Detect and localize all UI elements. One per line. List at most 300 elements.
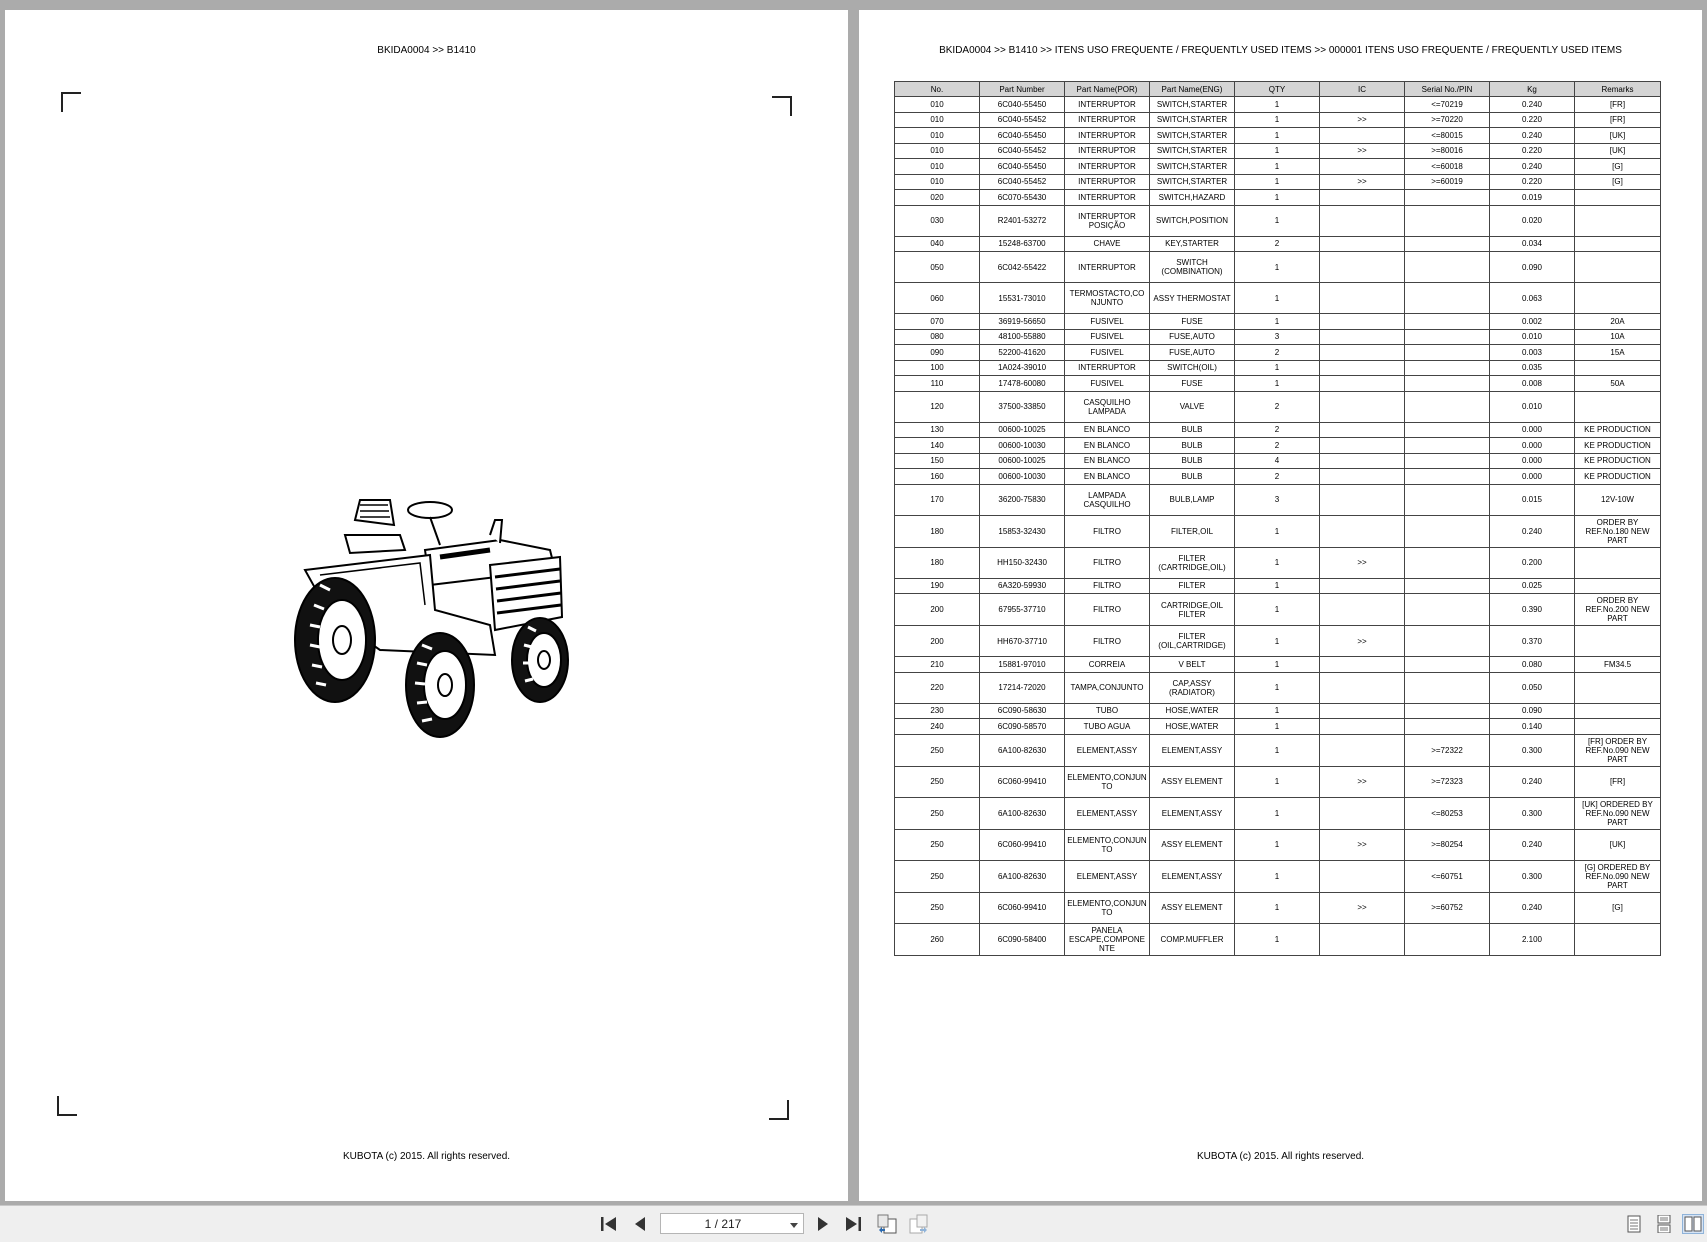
- cell-qty: 2: [1235, 422, 1320, 438]
- cell-serial: [1405, 391, 1490, 422]
- cell-part-name-por: INTERRUPTOR: [1065, 190, 1150, 206]
- continuous-view-icon: [1656, 1215, 1672, 1233]
- cell-part-name-por: CASQUILHO LAMPADA: [1065, 391, 1150, 422]
- cell-no: 210: [895, 657, 980, 673]
- crop-mark-bottom-right: [769, 1100, 789, 1120]
- cell-qty: 1: [1235, 797, 1320, 829]
- table-row: [895, 391, 1661, 422]
- cell-part-name-por: INTERRUPTOR: [1065, 252, 1150, 283]
- table-row: [895, 205, 1661, 236]
- cell-remarks: KE PRODUCTION: [1575, 469, 1661, 485]
- cell-serial: >=60752: [1405, 892, 1490, 923]
- cell-part-name-eng: FUSE: [1150, 314, 1235, 330]
- cell-remarks: [1575, 672, 1661, 703]
- cell-qty: 1: [1235, 626, 1320, 657]
- cell-kg: 0.010: [1490, 329, 1575, 345]
- column-header: Part Name(POR): [1065, 82, 1150, 97]
- cell-ic: [1320, 205, 1405, 236]
- table-row: [895, 594, 1661, 626]
- parts-table: [894, 81, 1661, 956]
- cell-ic: >>: [1320, 174, 1405, 190]
- cell-serial: [1405, 626, 1490, 657]
- first-page-button[interactable]: [598, 1214, 620, 1234]
- cell-part-number: 67955-37710: [980, 594, 1065, 626]
- cell-ic: [1320, 657, 1405, 673]
- cell-no: 200: [895, 626, 980, 657]
- cell-part-name-por: EN BLANCO: [1065, 469, 1150, 485]
- table-row: [895, 422, 1661, 438]
- last-page-button[interactable]: [842, 1214, 864, 1234]
- cell-part-name-eng: HOSE,WATER: [1150, 719, 1235, 735]
- cell-part-name-por: LAMPADA CASQUILHO: [1065, 484, 1150, 515]
- cell-ic: [1320, 438, 1405, 454]
- cell-no: 030: [895, 205, 980, 236]
- cell-ic: [1320, 594, 1405, 626]
- cell-ic: [1320, 376, 1405, 392]
- cell-ic: [1320, 329, 1405, 345]
- cell-part-number: 6C090-58630: [980, 703, 1065, 719]
- table-row: [895, 329, 1661, 345]
- two-page-view-button[interactable]: [1682, 1214, 1704, 1234]
- cell-part-number: R2401-53272: [980, 205, 1065, 236]
- cell-kg: 0.240: [1490, 766, 1575, 797]
- cell-no: 010: [895, 174, 980, 190]
- cell-part-name-eng: ELEMENT,ASSY: [1150, 734, 1235, 766]
- cell-part-number: 17478-60080: [980, 376, 1065, 392]
- cell-qty: 1: [1235, 703, 1320, 719]
- pdf-page-right: [859, 10, 1702, 1201]
- table-row: [895, 766, 1661, 797]
- cell-qty: 1: [1235, 143, 1320, 159]
- rotate-counterclockwise-button[interactable]: [875, 1214, 899, 1234]
- cell-no: 010: [895, 159, 980, 175]
- cell-ic: [1320, 484, 1405, 515]
- cell-ic: [1320, 97, 1405, 113]
- cell-remarks: [UK]: [1575, 143, 1661, 159]
- cell-remarks: [1575, 547, 1661, 578]
- first-page-icon: [600, 1216, 618, 1232]
- cell-no: 250: [895, 860, 980, 892]
- cell-kg: 0.063: [1490, 283, 1575, 314]
- cell-kg: 0.015: [1490, 484, 1575, 515]
- cell-kg: 0.000: [1490, 422, 1575, 438]
- cell-ic: [1320, 236, 1405, 252]
- cell-no: 110: [895, 376, 980, 392]
- cell-kg: 0.220: [1490, 112, 1575, 128]
- cell-serial: [1405, 453, 1490, 469]
- cell-part-name-eng: FILTER: [1150, 578, 1235, 594]
- table-header-row: [895, 82, 1661, 97]
- cell-remarks: [1575, 252, 1661, 283]
- cell-part-number: 15853-32430: [980, 515, 1065, 547]
- cell-part-name-por: INTERRUPTOR POSIÇÃO: [1065, 205, 1150, 236]
- cell-no: 010: [895, 112, 980, 128]
- cell-part-number: 17214-72020: [980, 672, 1065, 703]
- cell-ic: >>: [1320, 626, 1405, 657]
- table-row: [895, 283, 1661, 314]
- cell-part-number: 37500-33850: [980, 391, 1065, 422]
- cell-qty: 1: [1235, 190, 1320, 206]
- cell-serial: <=80253: [1405, 797, 1490, 829]
- cell-serial: <=70219: [1405, 97, 1490, 113]
- table-row: [895, 128, 1661, 144]
- cell-qty: 2: [1235, 236, 1320, 252]
- cell-kg: 0.020: [1490, 205, 1575, 236]
- cell-no: 010: [895, 143, 980, 159]
- cell-part-number: 6C060-99410: [980, 829, 1065, 860]
- cell-part-name-eng: FILTER (OIL,CARTRIDGE): [1150, 626, 1235, 657]
- cell-serial: [1405, 236, 1490, 252]
- cell-remarks: [1575, 703, 1661, 719]
- cell-no: 120: [895, 391, 980, 422]
- table-row: [895, 453, 1661, 469]
- cell-part-name-eng: KEY,STARTER: [1150, 236, 1235, 252]
- next-page-button[interactable]: [813, 1214, 833, 1234]
- cell-kg: 0.390: [1490, 594, 1575, 626]
- cell-part-name-eng: SWITCH,HAZARD: [1150, 190, 1235, 206]
- cell-ic: [1320, 190, 1405, 206]
- cell-serial: >=60019: [1405, 174, 1490, 190]
- cell-part-number: 15881-97010: [980, 657, 1065, 673]
- cell-no: 010: [895, 128, 980, 144]
- crop-mark-top-right: [772, 96, 792, 116]
- cell-part-name-por: EN BLANCO: [1065, 438, 1150, 454]
- cell-part-name-eng: BULB: [1150, 469, 1235, 485]
- cell-part-number: 36200-75830: [980, 484, 1065, 515]
- cell-qty: 1: [1235, 252, 1320, 283]
- cell-serial: <=60751: [1405, 860, 1490, 892]
- cell-kg: 0.090: [1490, 703, 1575, 719]
- table-row: [895, 923, 1661, 955]
- cell-ic: >>: [1320, 547, 1405, 578]
- table-row: [895, 892, 1661, 923]
- cell-part-number: 6A100-82630: [980, 734, 1065, 766]
- cell-part-name-por: TAMPA,CONJUNTO: [1065, 672, 1150, 703]
- cell-part-name-eng: BULB,LAMP: [1150, 484, 1235, 515]
- cell-serial: [1405, 547, 1490, 578]
- cell-kg: 0.034: [1490, 236, 1575, 252]
- table-row: [895, 547, 1661, 578]
- cell-part-name-por: ELEMENT,ASSY: [1065, 797, 1150, 829]
- cell-no: 170: [895, 484, 980, 515]
- cell-part-name-por: FUSIVEL: [1065, 376, 1150, 392]
- cell-remarks: [UK]: [1575, 829, 1661, 860]
- cell-part-name-eng: ASSY ELEMENT: [1150, 766, 1235, 797]
- cell-remarks: KE PRODUCTION: [1575, 438, 1661, 454]
- cell-remarks: FM34.5: [1575, 657, 1661, 673]
- cell-part-number: 6C042-55422: [980, 252, 1065, 283]
- cell-kg: 0.050: [1490, 672, 1575, 703]
- table-row: [895, 143, 1661, 159]
- cell-serial: [1405, 314, 1490, 330]
- tractor-illustration: [290, 495, 600, 750]
- cell-no: 010: [895, 97, 980, 113]
- page-indicator: 1 / 217: [704, 1217, 742, 1231]
- cell-remarks: [1575, 719, 1661, 735]
- cell-part-name-por: FILTRO: [1065, 515, 1150, 547]
- cell-part-number: 6A100-82630: [980, 860, 1065, 892]
- cell-kg: 0.300: [1490, 734, 1575, 766]
- cell-remarks: [1575, 283, 1661, 314]
- next-page-icon: [816, 1216, 830, 1232]
- cell-remarks: [G]: [1575, 159, 1661, 175]
- single-page-view-button[interactable]: [1624, 1214, 1644, 1234]
- column-header: IC: [1320, 82, 1405, 97]
- cell-serial: [1405, 469, 1490, 485]
- cell-serial: >=80016: [1405, 143, 1490, 159]
- cell-no: 180: [895, 515, 980, 547]
- page-number-select[interactable]: [660, 1213, 804, 1234]
- two-page-view-icon: [1684, 1216, 1702, 1232]
- cell-no: 200: [895, 594, 980, 626]
- cell-kg: 0.240: [1490, 159, 1575, 175]
- cell-kg: 0.002: [1490, 314, 1575, 330]
- cell-serial: [1405, 438, 1490, 454]
- cell-kg: 0.003: [1490, 345, 1575, 361]
- cell-part-number: 6C040-55450: [980, 97, 1065, 113]
- cell-qty: 2: [1235, 345, 1320, 361]
- cell-part-number: HH670-37710: [980, 626, 1065, 657]
- cell-kg: 0.000: [1490, 469, 1575, 485]
- cell-kg: 0.000: [1490, 453, 1575, 469]
- cell-serial: [1405, 190, 1490, 206]
- cell-part-name-eng: BULB: [1150, 422, 1235, 438]
- cell-part-name-por: FILTRO: [1065, 547, 1150, 578]
- cell-qty: 1: [1235, 314, 1320, 330]
- cell-part-name-por: EN BLANCO: [1065, 422, 1150, 438]
- cell-part-name-eng: V BELT: [1150, 657, 1235, 673]
- cell-kg: 2.100: [1490, 923, 1575, 955]
- cell-ic: [1320, 159, 1405, 175]
- cell-qty: 1: [1235, 547, 1320, 578]
- cell-remarks: ORDER BY REF.No.200 NEW PART: [1575, 594, 1661, 626]
- cell-part-name-eng: VALVE: [1150, 391, 1235, 422]
- cell-kg: 0.008: [1490, 376, 1575, 392]
- cell-part-name-eng: SWITCH,STARTER: [1150, 112, 1235, 128]
- cell-no: 090: [895, 345, 980, 361]
- cell-serial: [1405, 719, 1490, 735]
- cell-no: 220: [895, 672, 980, 703]
- cell-qty: 1: [1235, 766, 1320, 797]
- cell-part-number: 6C040-55452: [980, 174, 1065, 190]
- cell-serial: [1405, 252, 1490, 283]
- cell-qty: 2: [1235, 438, 1320, 454]
- rotate-counterclockwise-icon: [876, 1214, 898, 1234]
- cell-part-number: 6C070-55430: [980, 190, 1065, 206]
- cell-remarks: [G]: [1575, 174, 1661, 190]
- cell-qty: 1: [1235, 360, 1320, 376]
- cell-no: 060: [895, 283, 980, 314]
- cell-remarks: [1575, 360, 1661, 376]
- table-row: [895, 174, 1661, 190]
- cell-ic: [1320, 391, 1405, 422]
- cell-kg: 0.370: [1490, 626, 1575, 657]
- cell-part-name-eng: ELEMENT,ASSY: [1150, 797, 1235, 829]
- cell-part-number: 6C090-58400: [980, 923, 1065, 955]
- cell-serial: [1405, 422, 1490, 438]
- table-row: [895, 360, 1661, 376]
- cell-part-name-por: ELEMENT,ASSY: [1065, 734, 1150, 766]
- column-header: Kg: [1490, 82, 1575, 97]
- cell-no: 250: [895, 892, 980, 923]
- cell-serial: [1405, 329, 1490, 345]
- cell-part-name-por: FUSIVEL: [1065, 314, 1150, 330]
- column-header: Serial No./PIN: [1405, 82, 1490, 97]
- cell-part-name-eng: FUSE,AUTO: [1150, 345, 1235, 361]
- cell-part-name-eng: SWITCH (COMBINATION): [1150, 252, 1235, 283]
- cell-remarks: [1575, 236, 1661, 252]
- cell-qty: 1: [1235, 515, 1320, 547]
- cell-qty: 1: [1235, 97, 1320, 113]
- cell-qty: 1: [1235, 112, 1320, 128]
- table-row: [895, 376, 1661, 392]
- table-row: [895, 860, 1661, 892]
- cell-part-name-por: ELEMENTO,CONJUNTO: [1065, 829, 1150, 860]
- cell-part-name-eng: BULB: [1150, 453, 1235, 469]
- cell-part-name-eng: SWITCH,POSITION: [1150, 205, 1235, 236]
- cell-part-name-eng: FILTER,OIL: [1150, 515, 1235, 547]
- cell-part-name-por: CORREIA: [1065, 657, 1150, 673]
- cell-qty: 4: [1235, 453, 1320, 469]
- cell-part-name-por: EN BLANCO: [1065, 453, 1150, 469]
- cell-part-name-eng: FILTER (CARTRIDGE,OIL): [1150, 547, 1235, 578]
- cell-ic: >>: [1320, 829, 1405, 860]
- continuous-view-button[interactable]: [1654, 1214, 1674, 1234]
- cell-no: 180: [895, 547, 980, 578]
- previous-page-button[interactable]: [630, 1214, 650, 1234]
- cell-qty: 2: [1235, 469, 1320, 485]
- column-header: Part Name(ENG): [1150, 82, 1235, 97]
- cell-part-name-eng: CARTRIDGE,OIL FILTER: [1150, 594, 1235, 626]
- cell-serial: [1405, 376, 1490, 392]
- table-row: [895, 112, 1661, 128]
- cell-ic: [1320, 797, 1405, 829]
- cell-part-name-por: INTERRUPTOR: [1065, 143, 1150, 159]
- cell-part-name-eng: SWITCH,STARTER: [1150, 174, 1235, 190]
- cell-serial: [1405, 594, 1490, 626]
- cell-kg: 0.035: [1490, 360, 1575, 376]
- cell-serial: >=80254: [1405, 829, 1490, 860]
- cell-part-number: 1A024-39010: [980, 360, 1065, 376]
- cell-remarks: [1575, 205, 1661, 236]
- cell-part-name-por: INTERRUPTOR: [1065, 128, 1150, 144]
- cell-no: 140: [895, 438, 980, 454]
- cell-qty: 1: [1235, 376, 1320, 392]
- cell-qty: 1: [1235, 205, 1320, 236]
- cell-ic: [1320, 252, 1405, 283]
- cell-serial: [1405, 345, 1490, 361]
- cell-part-name-eng: SWITCH,STARTER: [1150, 97, 1235, 113]
- cell-serial: [1405, 578, 1490, 594]
- cell-no: 260: [895, 923, 980, 955]
- cell-part-name-por: PANELA ESCAPE,COMPONENTE: [1065, 923, 1150, 955]
- cell-part-number: 6C040-55452: [980, 112, 1065, 128]
- table-row: [895, 578, 1661, 594]
- cell-part-number: 6C040-55450: [980, 159, 1065, 175]
- cell-part-name-eng: FUSE: [1150, 376, 1235, 392]
- table-row: [895, 719, 1661, 735]
- cell-remarks: [1575, 626, 1661, 657]
- cell-no: 050: [895, 252, 980, 283]
- cell-no: 250: [895, 797, 980, 829]
- cell-part-number: 00600-10030: [980, 438, 1065, 454]
- table-row: [895, 672, 1661, 703]
- cell-serial: [1405, 703, 1490, 719]
- cell-serial: <=60018: [1405, 159, 1490, 175]
- cell-no: 250: [895, 766, 980, 797]
- cell-ic: [1320, 283, 1405, 314]
- cell-ic: [1320, 578, 1405, 594]
- table-row: [895, 469, 1661, 485]
- cell-part-name-por: CHAVE: [1065, 236, 1150, 252]
- cell-serial: <=80015: [1405, 128, 1490, 144]
- prev-page-icon: [633, 1216, 647, 1232]
- cell-part-name-eng: ELEMENT,ASSY: [1150, 860, 1235, 892]
- cell-part-number: HH150-32430: [980, 547, 1065, 578]
- table-row: [895, 159, 1661, 175]
- cell-part-number: 00600-10025: [980, 422, 1065, 438]
- cell-remarks: [FR]: [1575, 97, 1661, 113]
- cell-part-number: 6C060-99410: [980, 892, 1065, 923]
- cell-part-name-por: FUSIVEL: [1065, 329, 1150, 345]
- page-footer: KUBOTA (c) 2015. All rights reserved.: [342, 1151, 511, 1162]
- cell-ic: >>: [1320, 143, 1405, 159]
- cell-part-name-por: ELEMENTO,CONJUNTO: [1065, 892, 1150, 923]
- cell-part-name-por: INTERRUPTOR: [1065, 112, 1150, 128]
- cell-kg: 0.019: [1490, 190, 1575, 206]
- cell-part-name-por: ELEMENT,ASSY: [1065, 860, 1150, 892]
- rotate-clockwise-button[interactable]: [907, 1214, 931, 1234]
- cell-serial: [1405, 657, 1490, 673]
- cell-no: 100: [895, 360, 980, 376]
- cell-serial: [1405, 360, 1490, 376]
- cell-kg: 0.000: [1490, 438, 1575, 454]
- cell-qty: 1: [1235, 128, 1320, 144]
- cell-qty: 1: [1235, 159, 1320, 175]
- cell-ic: >>: [1320, 892, 1405, 923]
- cell-remarks: [1575, 923, 1661, 955]
- cell-qty: 1: [1235, 923, 1320, 955]
- cell-remarks: [UK] ORDERED BY REF.No.090 NEW PART: [1575, 797, 1661, 829]
- cell-part-number: 6C040-55450: [980, 128, 1065, 144]
- page-header: BKIDA0004 >> B1410: [377, 45, 476, 56]
- table-row: [895, 236, 1661, 252]
- cell-qty: 1: [1235, 672, 1320, 703]
- cell-ic: >>: [1320, 766, 1405, 797]
- cell-part-name-por: ELEMENTO,CONJUNTO: [1065, 766, 1150, 797]
- cell-part-name-eng: CAP,ASSY (RADIATOR): [1150, 672, 1235, 703]
- column-header: Remarks: [1575, 82, 1661, 97]
- cell-remarks: 50A: [1575, 376, 1661, 392]
- chevron-down-icon: [789, 1220, 799, 1230]
- cell-part-name-por: INTERRUPTOR: [1065, 97, 1150, 113]
- cell-part-number: 6C060-99410: [980, 766, 1065, 797]
- cell-no: 160: [895, 469, 980, 485]
- cell-serial: >=72323: [1405, 766, 1490, 797]
- cell-qty: 1: [1235, 719, 1320, 735]
- cell-part-name-eng: ASSY ELEMENT: [1150, 892, 1235, 923]
- cell-remarks: [FR]: [1575, 766, 1661, 797]
- cell-remarks: [FR] ORDER BY REF.No.090 NEW PART: [1575, 734, 1661, 766]
- crop-mark-top-left: [61, 92, 81, 112]
- cell-ic: [1320, 923, 1405, 955]
- pdf-page-left: [5, 10, 848, 1201]
- cell-remarks: 10A: [1575, 329, 1661, 345]
- cell-no: 250: [895, 829, 980, 860]
- table-row: [895, 734, 1661, 766]
- cell-part-name-eng: SWITCH,STARTER: [1150, 159, 1235, 175]
- cell-no: 070: [895, 314, 980, 330]
